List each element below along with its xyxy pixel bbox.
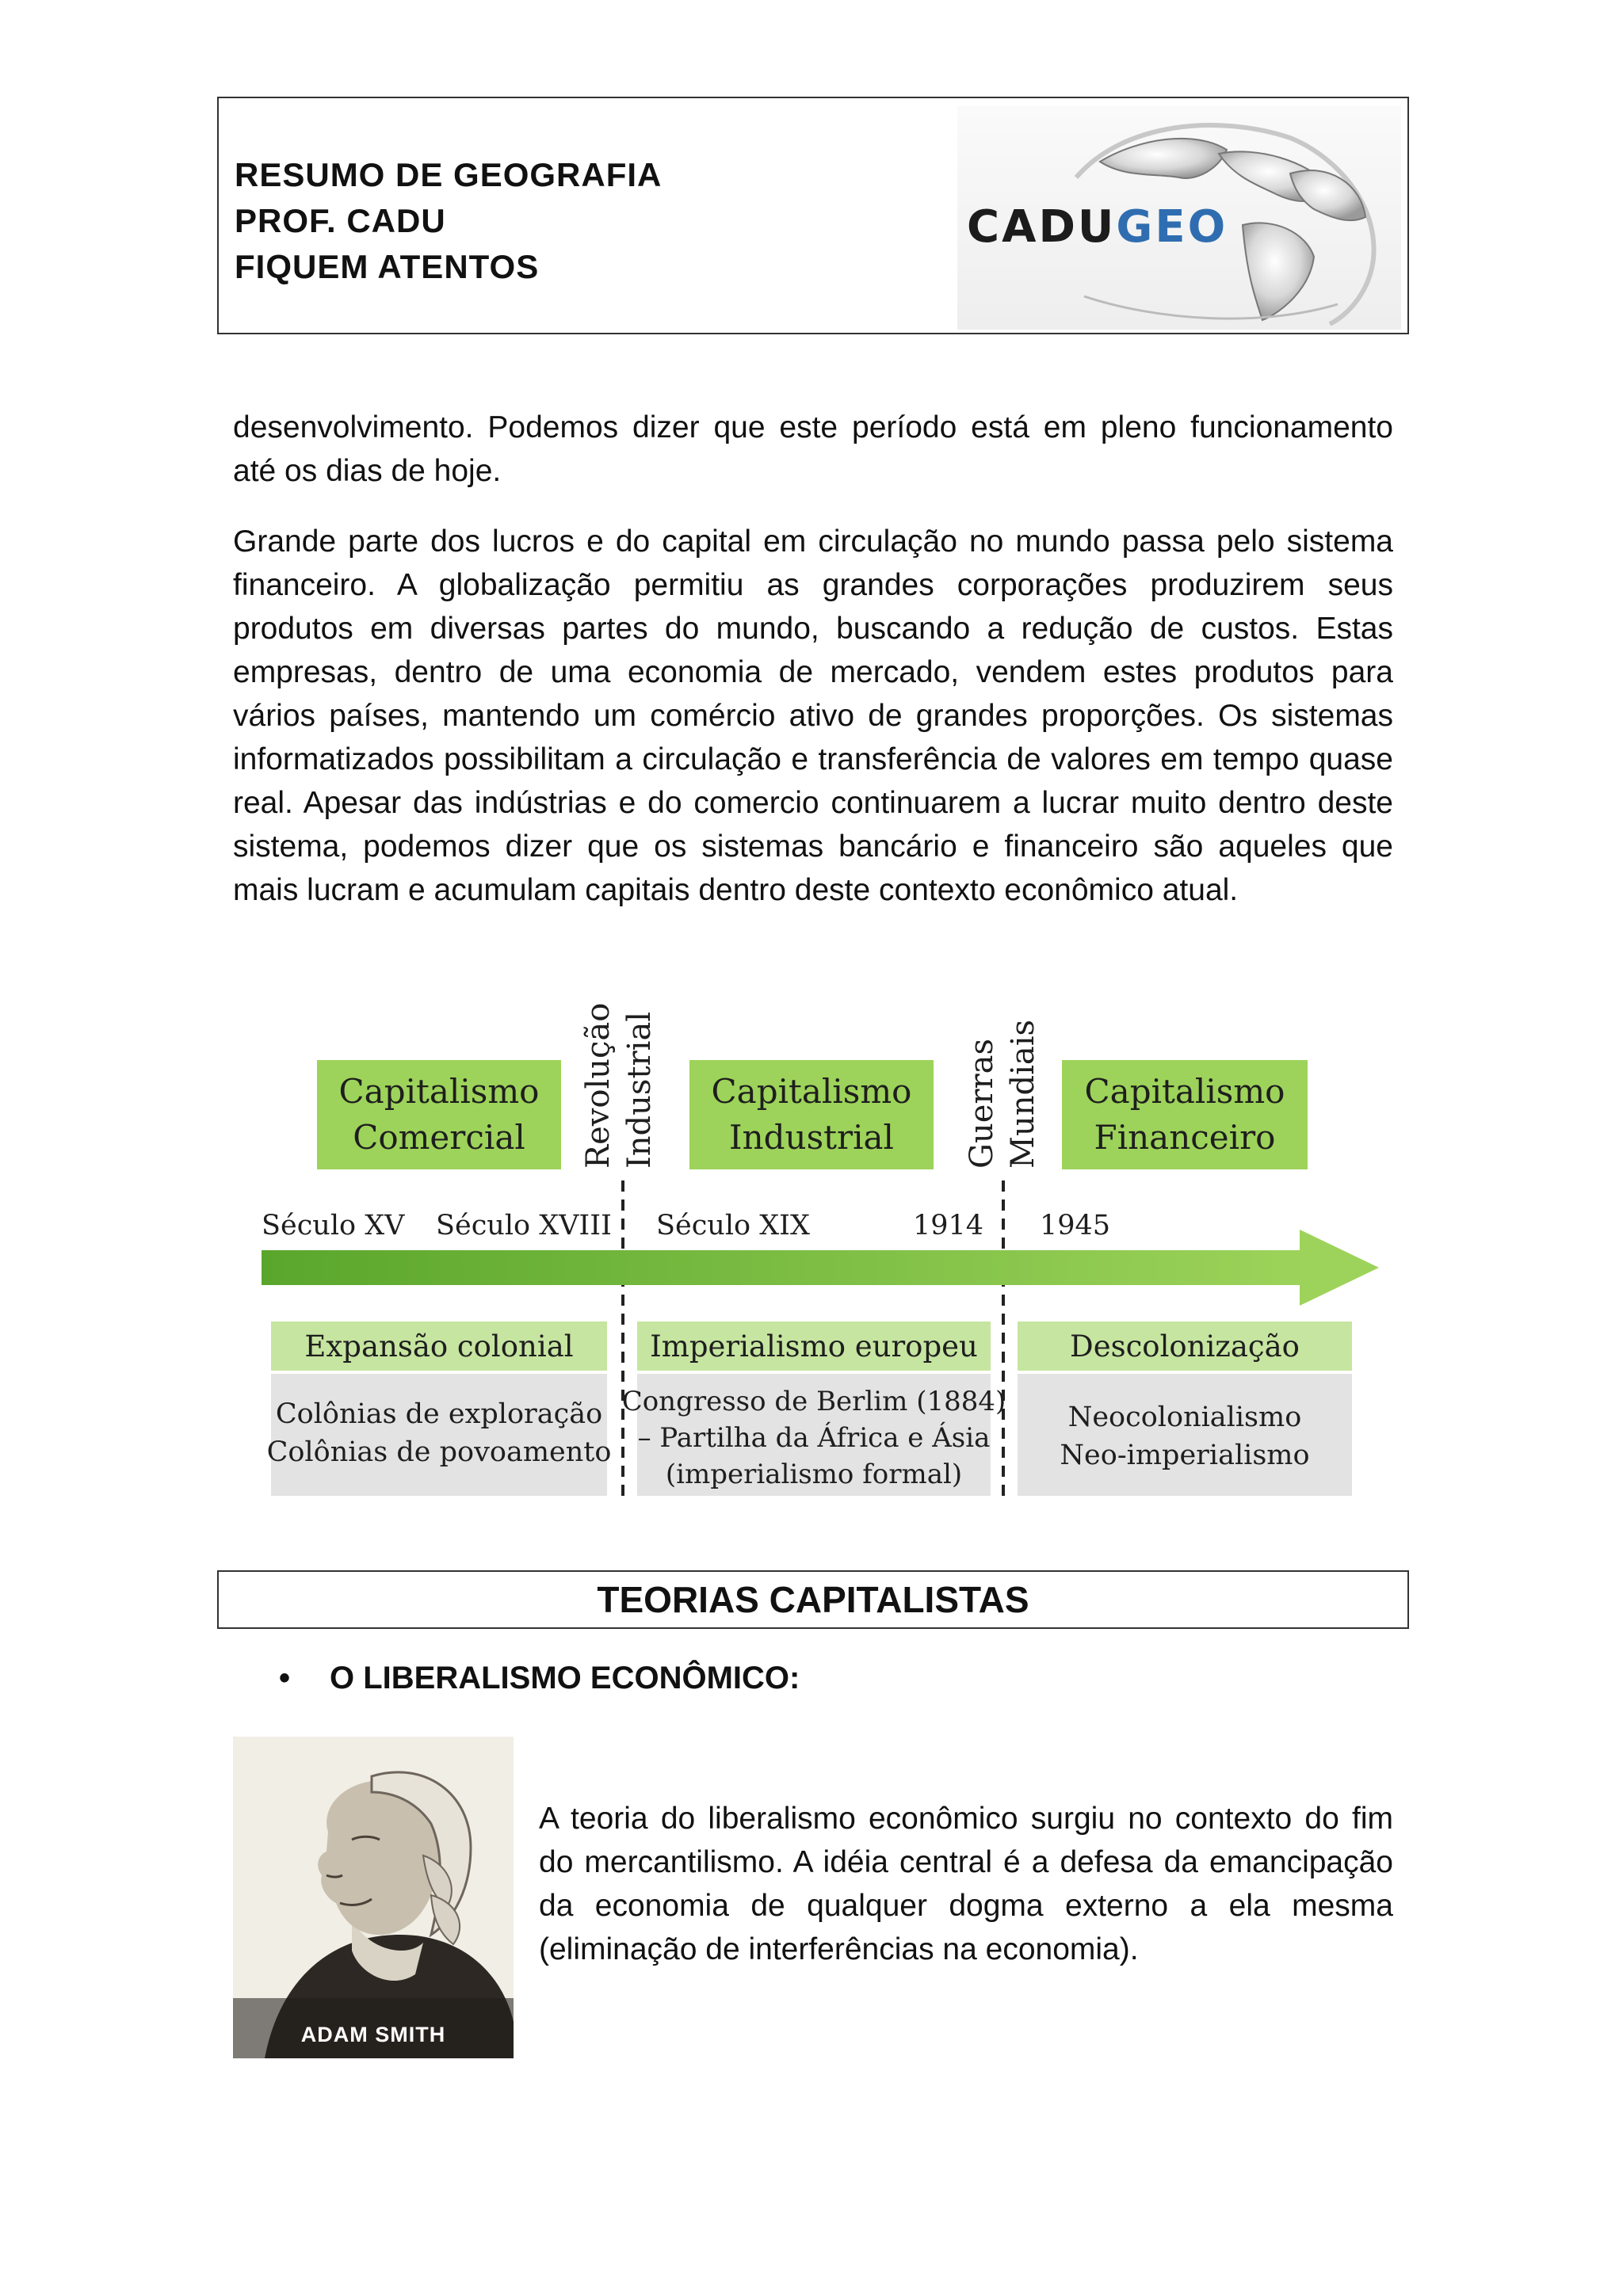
phase-industrial-line2: Industrial xyxy=(729,1118,894,1157)
portrait-caption: ADAM SMITH xyxy=(300,2023,446,2046)
portrait-engraving-icon xyxy=(233,1737,514,2058)
cadugeo-logo xyxy=(957,106,1401,330)
capitalism-timeline xyxy=(238,990,1395,1505)
bottom-box-1-body xyxy=(271,1374,607,1496)
timeline-arrow-shaft xyxy=(262,1250,1308,1285)
adam-smith-portrait xyxy=(233,1737,514,2058)
section-title-box xyxy=(217,1570,1409,1629)
date-seculo-xix: Século XIX xyxy=(656,1210,810,1241)
date-1945: 1945 xyxy=(1040,1210,1111,1241)
timeline-arrowhead xyxy=(1300,1230,1379,1306)
bottom-3-line1: Neocolonialismo xyxy=(1067,1402,1302,1433)
bottom-3-line2: Neo-imperialismo xyxy=(1060,1440,1310,1471)
header-line-notice: FIQUEM ATENTOS xyxy=(235,248,540,285)
divider-mundiais: Mundiais xyxy=(1005,1019,1041,1169)
bottom-2-line2: – Partilha da África e Ásia xyxy=(637,1422,991,1454)
bottom-2-line1: Congresso de Berlim (1884) xyxy=(621,1386,1006,1417)
phase-financial-line2: Financeiro xyxy=(1094,1118,1276,1157)
bottom-1-title: Expansão colonial xyxy=(304,1329,574,1363)
bullet-item xyxy=(279,1656,800,1700)
header-title-block xyxy=(235,152,662,290)
logo-text-cadu: CADU xyxy=(967,201,1117,253)
paragraph-liberalismo: A teoria do liberalismo econômico surgiu no contexto do fim do mercantilismo. A idéia central é a defesa da emancipação da economia de qualquer dogma externo a ela mesma (eliminação de interferências na economia). xyxy=(539,1802,1393,1966)
bullet-text: O LIBERALISMO ECONÔMICO: xyxy=(330,1661,800,1695)
paragraph-1: desenvolvimento. Podemos dizer que este período está em pleno funcionamento até os dias de hoje. xyxy=(233,410,1393,488)
phase-industrial-line1: Capitalismo xyxy=(711,1072,912,1111)
bottom-1-line1: Colônias de exploração xyxy=(275,1398,603,1430)
bottom-box-3-body xyxy=(1018,1374,1352,1496)
phase-commercial-line1: Capitalismo xyxy=(338,1072,540,1111)
divider-industrial: Industrial xyxy=(621,1011,658,1169)
date-seculo-xv: Século XV xyxy=(262,1210,405,1241)
bullet-icon: • xyxy=(279,1661,291,1695)
divider-guerras: Guerras xyxy=(964,1038,1000,1169)
header-box xyxy=(217,97,1409,334)
phase-commercial-line2: Comercial xyxy=(353,1118,525,1157)
logo-wordmark xyxy=(967,201,1228,253)
logo-text-geo: GEO xyxy=(1116,201,1228,253)
bottom-3-title: Descolonização xyxy=(1070,1329,1300,1363)
divider-revolucao: Revolução xyxy=(580,1002,617,1169)
header-line-prof: PROF. CADU xyxy=(235,202,446,239)
bottom-2-title: Imperialismo europeu xyxy=(650,1329,978,1363)
date-1914: 1914 xyxy=(913,1210,984,1241)
section-title: TEORIAS CAPITALISTAS xyxy=(597,1579,1029,1620)
paragraph-2: Grande parte dos lucros e do capital em circulação no mundo passa pelo sistema financeiro. A globalização permitiu as grandes corporações produzirem seus produtos em diversas partes do mundo, buscando a redução de custos. Estas empresas, dentro de uma economia de mercado, vendem estes produtos para vários países, mantendo um comércio ativo de grandes proporções. Os sistemas informatizados possibilitam a circulação e transferência de valores em tempo quase real. Apesar das indústrias e do comercio continuarem a lucrar muito dentro deste sistema, podemos dizer que os sistemas bancário e financeiro são aqueles que mais lucram e acumulam capitais dentro deste contexto econômico atual. xyxy=(233,524,1393,907)
bottom-2-line3: (imperialismo formal) xyxy=(665,1459,963,1490)
phase-financial-line1: Capitalismo xyxy=(1084,1072,1285,1111)
date-seculo-xviii: Século XVIII xyxy=(436,1210,612,1241)
bottom-1-line2: Colônias de povoamento xyxy=(266,1436,612,1468)
header-line-title: RESUMO DE GEOGRAFIA xyxy=(235,156,663,193)
